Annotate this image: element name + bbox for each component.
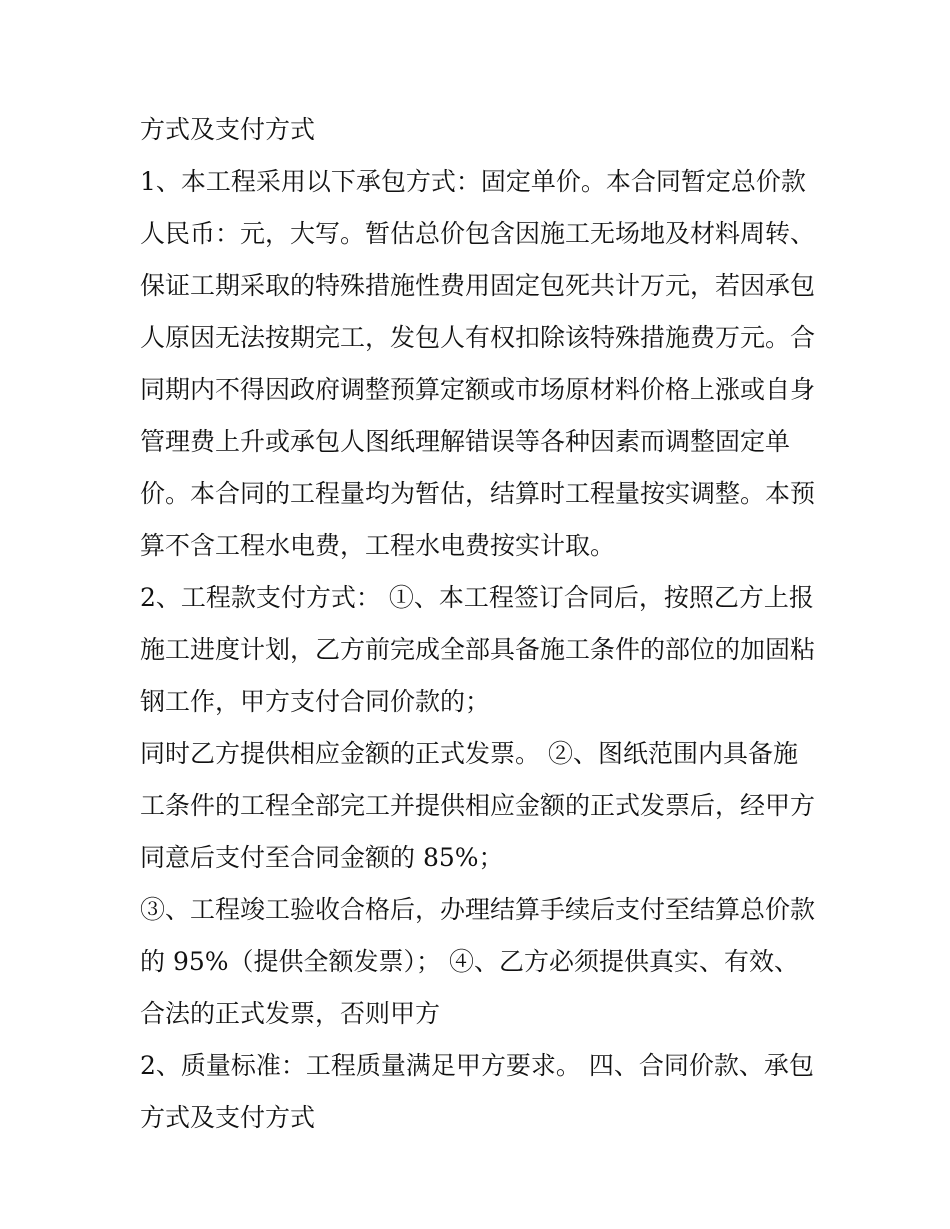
- text-line: 2、工程款支付方式： ①、本工程签订合同后，按照乙方上报: [140, 583, 814, 612]
- text-line: 方式及支付方式: [140, 115, 316, 144]
- text-line: 人原因无法按期完工，发包人有权扣除该特殊措施费万元。合: [140, 323, 816, 352]
- text-line: 同期内不得因政府调整预算定额或市场原材料价格上涨或自身: [140, 375, 816, 404]
- text-line: 同意后支付至合同金额的 85%；: [140, 843, 504, 872]
- text-line: 管理费上升或承包人图纸理解错误等各种因素而调整固定单: [140, 427, 791, 456]
- text-line: ③、工程竣工验收合格后，办理结算手续后支付至结算总价款: [140, 895, 816, 924]
- text-line: 2、质量标准：工程质量满足甲方要求。 四、合同价款、承包: [140, 1051, 814, 1080]
- text-line: 工条件的工程全部完工并提供相应金额的正式发票后，经甲方: [140, 791, 816, 820]
- text-line: 价。本合同的工程量均为暂估，结算时工程量按实调整。本预: [140, 479, 816, 508]
- text-line: 同时乙方提供相应金额的正式发票。 ②、图纸范围内具备施: [140, 739, 798, 768]
- text-line: 施工进度计划，乙方前完成全部具备施工条件的部位的加固粘: [140, 635, 816, 664]
- text-line: 算不含工程水电费，工程水电费按实计取。: [140, 531, 616, 560]
- text-line: 方式及支付方式: [140, 1103, 316, 1132]
- text-line: 合法的正式发票，否则甲方: [140, 999, 441, 1028]
- document-body: [140, 104, 840, 1144]
- text-line: 人民币：元，大写。暂估总价包含因施工无场地及材料周转、: [140, 219, 816, 248]
- text-line: 1、本工程采用以下承包方式：固定单价。本合同暂定总价款: [140, 167, 806, 196]
- text-line: 保证工期采取的特殊措施性费用固定包死共计万元，若因承包: [140, 271, 816, 300]
- text-line: 钢工作，甲方支付合同价款的；: [140, 687, 491, 716]
- text-line: 的 95%（提供全额发票）； ④、乙方必须提供真实、有效、: [140, 947, 799, 976]
